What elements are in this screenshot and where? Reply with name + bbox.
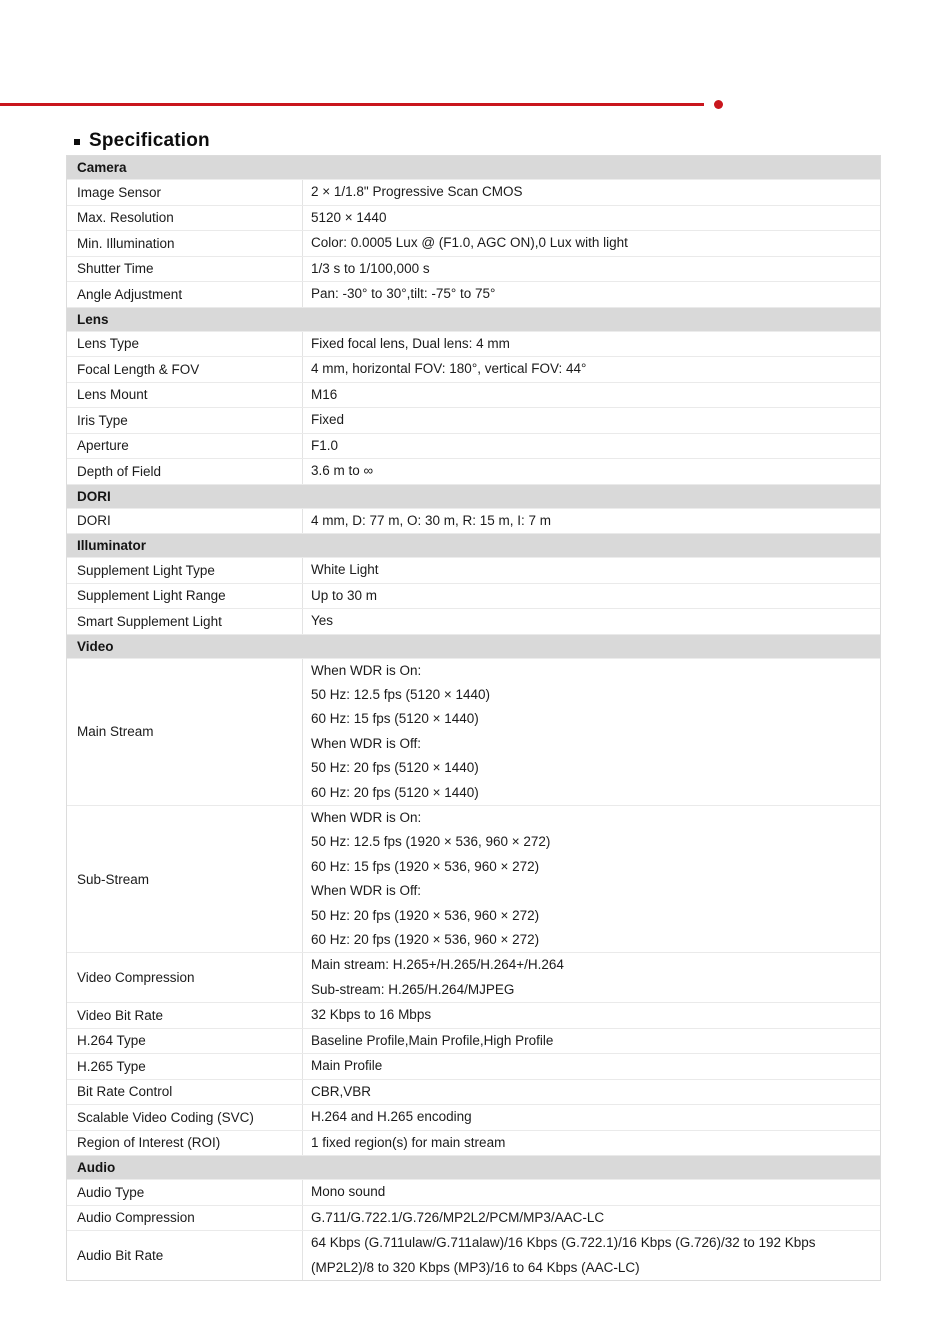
- spec-label: Min. Illumination: [67, 231, 303, 256]
- spec-value: [303, 231, 880, 256]
- spec-value-line: Baseline Profile,Main Profile,High Profile: [311, 1032, 554, 1048]
- spec-value-line: Sub-stream: H.265/H.264/MJPEG: [311, 981, 515, 997]
- spec-value-line: 60 Hz: 20 fps (1920 × 536, 960 × 272): [311, 931, 540, 947]
- spec-label: Audio Bit Rate: [67, 1231, 303, 1280]
- spec-value-line: 4 mm, D: 77 m, O: 30 m, R: 15 m, I: 7 m: [311, 512, 552, 528]
- spec-value-line: When WDR is On:: [311, 662, 422, 678]
- spec-value: [303, 1029, 880, 1054]
- spec-value: [303, 1180, 880, 1205]
- spec-value-line: Up to 30 m: [311, 587, 378, 603]
- spec-value-line: Pan: -30° to 30°,tilt: -75° to 75°: [311, 286, 496, 302]
- spec-row-shutter-time: [67, 257, 880, 283]
- square-bullet-icon: [74, 139, 80, 145]
- spec-label: Lens Mount: [67, 383, 303, 408]
- spec-label: Lens Type: [67, 332, 303, 357]
- spec-row-h-265-type: [67, 1054, 880, 1080]
- spec-value-line: When WDR is Off:: [311, 883, 422, 899]
- spec-value: [303, 257, 880, 282]
- spec-value-line: White Light: [311, 562, 379, 578]
- section-header-dori: [67, 485, 880, 509]
- spec-label: DORI: [67, 509, 303, 534]
- spec-row-audio-bit-rate: [67, 1231, 880, 1280]
- spec-value-line: Color: 0.0005 Lux @ (F1.0, AGC ON),0 Lux with light: [311, 235, 628, 251]
- spec-label: Focal Length & FOV: [67, 357, 303, 382]
- spec-value-line: When WDR is Off:: [311, 735, 422, 751]
- spec-value-line: 50 Hz: 20 fps (1920 × 536, 960 × 272): [311, 907, 540, 923]
- spec-row-lens-mount: [67, 383, 880, 409]
- spec-value: [303, 584, 880, 609]
- spec-label: Image Sensor: [67, 180, 303, 205]
- spec-value: [303, 206, 880, 231]
- spec-label: Angle Adjustment: [67, 282, 303, 307]
- spec-value: [303, 383, 880, 408]
- spec-row-bit-rate-control: [67, 1080, 880, 1106]
- spec-row-image-sensor: [67, 180, 880, 206]
- spec-value-line: 1 fixed region(s) for main stream: [311, 1134, 506, 1150]
- spec-value-line: 50 Hz: 20 fps (5120 × 1440): [311, 760, 479, 776]
- section-header-video: [67, 635, 880, 659]
- spec-value-line: 60 Hz: 15 fps (1920 × 536, 960 × 272): [311, 858, 540, 874]
- section-header-lens: [67, 308, 880, 332]
- spec-label: H.265 Type: [67, 1054, 303, 1079]
- spec-value-line: 5120 × 1440: [311, 209, 387, 225]
- spec-value-line: 1/3 s to 1/100,000 s: [311, 260, 430, 276]
- spec-label: Bit Rate Control: [67, 1080, 303, 1105]
- spec-value: [303, 1231, 880, 1280]
- spec-value: [303, 180, 880, 205]
- spec-row-min-illumination: [67, 231, 880, 257]
- rule-end-dot-icon: [714, 100, 723, 109]
- spec-row-max-resolution: [67, 206, 880, 232]
- spec-value-line: Yes: [311, 613, 334, 629]
- spec-value: [303, 1206, 880, 1231]
- spec-row-audio-compression: [67, 1206, 880, 1232]
- section-title: Video: [77, 638, 114, 654]
- section-title: Camera: [77, 160, 127, 175]
- section-title: Audio: [77, 1160, 116, 1176]
- spec-label: Supplement Light Type: [67, 558, 303, 583]
- spec-label: Scalable Video Coding (SVC): [67, 1105, 303, 1130]
- spec-label: Smart Supplement Light: [67, 609, 303, 634]
- spec-value: [303, 1105, 880, 1130]
- spec-row-aperture: [67, 434, 880, 460]
- spec-label: Main Stream: [67, 659, 303, 805]
- header-rule: [0, 103, 704, 106]
- section-header-camera: [67, 156, 880, 180]
- section-title: DORI: [77, 488, 111, 504]
- section-header-audio: [67, 1156, 880, 1180]
- spec-label: Video Bit Rate: [67, 1003, 303, 1028]
- spec-value-line: When WDR is On:: [311, 809, 422, 825]
- spec-value: [303, 953, 880, 1002]
- spec-value: [303, 332, 880, 357]
- spec-value-line: Main Profile: [311, 1058, 383, 1074]
- spec-value-line: 60 Hz: 20 fps (5120 × 1440): [311, 784, 479, 800]
- spec-value-line: M16: [311, 386, 338, 402]
- spec-value-line: Mono sound: [311, 1184, 386, 1200]
- spec-row-video-bit-rate: [67, 1003, 880, 1029]
- spec-value: [303, 558, 880, 583]
- spec-label: Iris Type: [67, 408, 303, 433]
- spec-value-line: G.711/G.722.1/G.726/MP2L2/PCM/MP3/AAC-LC: [311, 1209, 605, 1225]
- spec-value-line: F1.0: [311, 437, 339, 453]
- spec-value-line: Fixed focal lens, Dual lens: 4 mm: [311, 335, 510, 351]
- spec-value-line: Main stream: H.265+/H.265/H.264+/H.264: [311, 957, 564, 973]
- spec-label: Sub-Stream: [67, 806, 303, 952]
- spec-value: [303, 459, 880, 484]
- spec-value: [303, 609, 880, 634]
- section-title: Illuminator: [77, 538, 147, 553]
- spec-row-supplement-light-type: [67, 558, 880, 584]
- spec-label: Depth of Field: [67, 459, 303, 484]
- spec-value-line: 60 Hz: 15 fps (5120 × 1440): [311, 711, 479, 727]
- specification-table: [66, 155, 881, 1281]
- spec-label: Shutter Time: [67, 257, 303, 282]
- spec-value: [303, 282, 880, 307]
- spec-row-audio-type: [67, 1180, 880, 1206]
- spec-row-iris-type: [67, 408, 880, 434]
- spec-value: [303, 659, 880, 805]
- spec-value: [303, 1003, 880, 1028]
- spec-label: Aperture: [67, 434, 303, 459]
- spec-value-line: Fixed: [311, 412, 345, 428]
- spec-value-line: 50 Hz: 12.5 fps (5120 × 1440): [311, 686, 490, 702]
- page-title-text: Specification: [89, 130, 210, 151]
- spec-label: Audio Compression: [67, 1206, 303, 1231]
- spec-value-line: CBR,VBR: [311, 1083, 372, 1099]
- spec-row-dori: [67, 509, 880, 535]
- page-title: [74, 130, 210, 152]
- section-header-illuminator: [67, 534, 880, 558]
- spec-row-scalable-video-coding-svc: [67, 1105, 880, 1131]
- spec-value-line: 64 Kbps (G.711ulaw/G.711alaw)/16 Kbps (G.722.1)/16 Kbps (G.726)/32 to 192 Kbps (MP2L2)/8 to 320 Kbps (MP3)/16 to 64 Kbps (AAC-LC): [311, 1235, 816, 1275]
- spec-value-line: 50 Hz: 12.5 fps (1920 × 536, 960 × 272): [311, 834, 551, 850]
- spec-row-h-264-type: [67, 1029, 880, 1055]
- spec-row-focal-length-fov: [67, 357, 880, 383]
- spec-label: Max. Resolution: [67, 206, 303, 231]
- spec-row-region-of-interest-roi: [67, 1131, 880, 1157]
- spec-label: Video Compression: [67, 953, 303, 1002]
- spec-value: [303, 509, 880, 534]
- spec-row-sub-stream: [67, 806, 880, 953]
- spec-row-smart-supplement-light: [67, 609, 880, 635]
- spec-value: [303, 1131, 880, 1156]
- spec-label: Supplement Light Range: [67, 584, 303, 609]
- spec-label: Region of Interest (ROI): [67, 1131, 303, 1156]
- spec-value: [303, 1054, 880, 1079]
- spec-value: [303, 408, 880, 433]
- spec-label: Audio Type: [67, 1180, 303, 1205]
- spec-row-depth-of-field: [67, 459, 880, 485]
- spec-value: [303, 434, 880, 459]
- spec-value-line: 4 mm, horizontal FOV: 180°, vertical FOV: 44°: [311, 361, 587, 377]
- spec-value: [303, 806, 880, 952]
- spec-value: [303, 357, 880, 382]
- spec-row-angle-adjustment: [67, 282, 880, 308]
- spec-row-video-compression: [67, 953, 880, 1003]
- spec-value: [303, 1080, 880, 1105]
- spec-row-supplement-light-range: [67, 584, 880, 610]
- spec-row-lens-type: [67, 332, 880, 358]
- section-title: Lens: [77, 311, 109, 327]
- spec-value-line: 3.6 m to ∞: [311, 463, 374, 479]
- spec-value-line: 32 Kbps to 16 Mbps: [311, 1007, 432, 1023]
- spec-label: H.264 Type: [67, 1029, 303, 1054]
- spec-value-line: 2 × 1/1.8" Progressive Scan CMOS: [311, 184, 523, 200]
- spec-value-line: H.264 and H.265 encoding: [311, 1109, 472, 1125]
- spec-row-main-stream: [67, 659, 880, 806]
